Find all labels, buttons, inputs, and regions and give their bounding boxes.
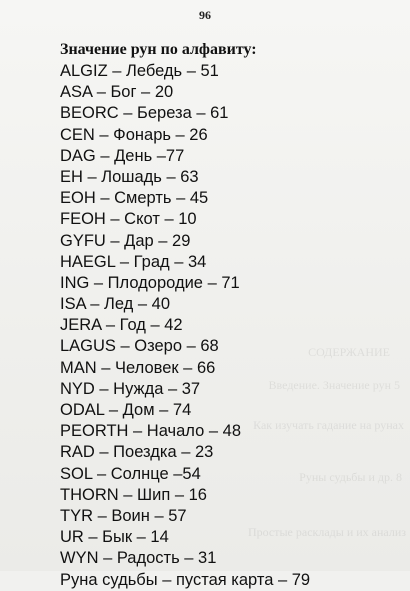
- rune-entry: ISA – Лед – 40: [60, 295, 170, 314]
- book-page: СОДЕРЖАНИЕ Введение. Значение рун 5 Как изучать гадание на рунах Руны судьбы и др. 8 Простые расклады и их анализ 96 Значение рун по алфавиту: ALGIZ – Лебедь – 51 ASA – Бог – 20 BEORC – Береза – 61 CEN – Фонарь – 26 DAG – День –77 EH – Лошадь – 63 EOH – Смерть – 45 FEOH – Скот – 10 GYFU – Дар – 29 HAEGL – Град – 34 ING – Плодородие – 71 ISA – Лед – 40 JERA – Год – 42 LAGUS – Озеро – 68 MAN – Человек – 66 NYD – Нужда – 37 ODAL – Дом – 74 PEORTH – Начало – 48 RAD – Поездка – 23 SOL – Солнце –54 THORN – Шип – 16 TYR – Воин – 57 UR – Бык – 14 WYN – Радость – 31 Руна судьбы – пустая карта – 79: [0, 0, 410, 571]
- rune-entry: LAGUS – Озеро – 68: [60, 337, 219, 356]
- rune-entry: TYR – Воин – 57: [60, 506, 187, 525]
- rune-entry: MAN – Человек – 66: [60, 358, 216, 377]
- rune-entry: HAEGL – Град – 34: [60, 252, 207, 271]
- rune-entry: EOH – Смерть – 45: [60, 189, 209, 208]
- rune-entry: ODAL – Дом – 74: [60, 401, 192, 419]
- section-heading: Значение рун по алфавиту:: [60, 41, 257, 58]
- rune-entry: BEORC – Береза – 61: [60, 104, 229, 123]
- rune-entry: PEORTH – Начало – 48: [60, 422, 241, 441]
- rune-entry: Руна судьбы – пустая карта – 79: [60, 570, 311, 589]
- rune-entry: EH – Лошадь – 63: [60, 167, 199, 186]
- rune-entry: JERA – Год – 42: [60, 316, 183, 335]
- rune-entry: DAG – День –77: [60, 146, 185, 165]
- rune-entry: ING – Плодородие – 71: [60, 273, 240, 292]
- rune-entry: CEN – Фонарь – 26: [60, 125, 208, 144]
- rune-entry: UR – Бык – 14: [60, 528, 169, 547]
- rune-entry: GYFU – Дар – 29: [60, 231, 191, 250]
- rune-entry: NYD – Нужда – 37: [60, 379, 201, 398]
- rune-entry: FEOH – Скот – 10: [60, 210, 197, 229]
- rune-entry: WYN – Радость – 31: [60, 549, 217, 568]
- rune-entry: ALGIZ – Лебедь – 51: [60, 62, 219, 80]
- rune-entry: SOL – Солнце –54: [60, 464, 201, 483]
- rune-meaning-list: [60, 61, 310, 591]
- page-number: 96: [199, 8, 211, 22]
- rune-entry: RAD – Поездка – 23: [60, 443, 214, 462]
- rune-entry: THORN – Шип – 16: [60, 485, 207, 504]
- rune-entry: ASA – Бог – 20: [60, 83, 174, 102]
